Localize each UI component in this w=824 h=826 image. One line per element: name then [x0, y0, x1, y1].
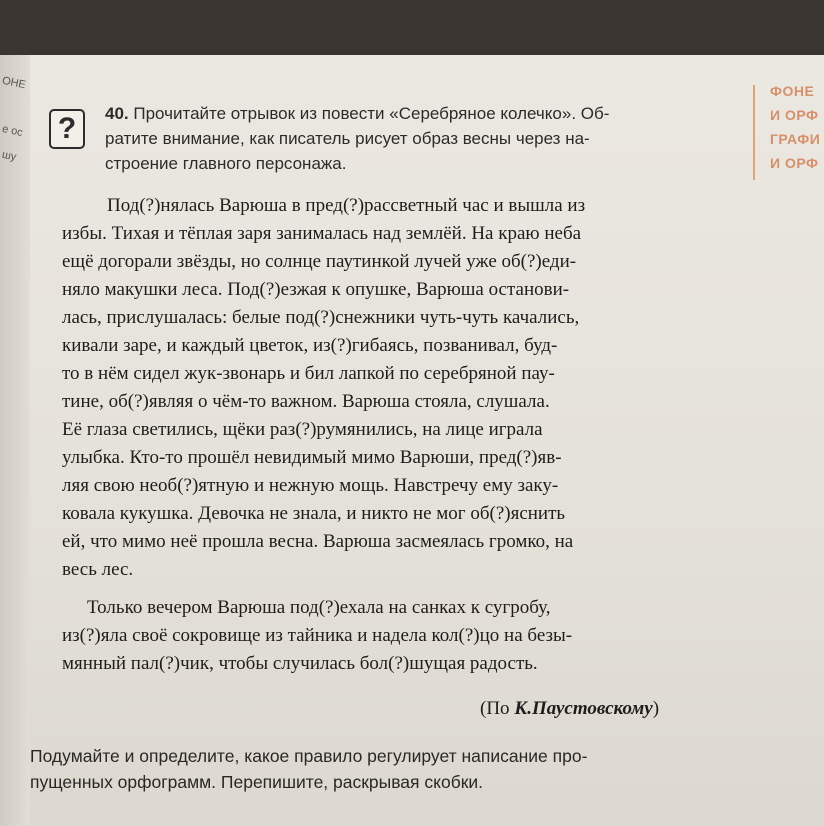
task-line-1: Подумайте и определите, какое правило регулирует написание про- [30, 746, 588, 766]
author-name: К.Паустовскому [514, 698, 653, 719]
textbook-page [0, 55, 824, 826]
text-line: улыбка. Кто-то прошёл невидимый мимо Варюши, пред(?)яв- [62, 447, 562, 468]
exercise-number: 40. [105, 104, 129, 123]
exercise-task [30, 743, 740, 795]
instruction-line-3: строение главного персонажа. [105, 154, 347, 173]
instruction-line-1: 40. Прочитайте отрывок из повести «Серебряное колечко». Об- [105, 104, 610, 123]
exercise-instruction [105, 101, 715, 176]
margin-divider [753, 85, 755, 180]
margin-heading-fragment: И ОРФ [770, 107, 819, 123]
text-line: Только вечером Варюша под(?)ехала на санках к сугробу, [87, 597, 551, 618]
text-line: ковала кукушка. Девочка не знала, и никто не мог об(?)яснить [62, 503, 566, 524]
text-line: мянный пал(?)чик, чтобы случилась бол(?)шущая радость. [62, 653, 538, 674]
text-line: избы. Тихая и тёплая заря занималась над землёй. На краю неба [62, 223, 582, 244]
edge-text-fragment: е ос [0, 122, 24, 140]
text-line: весь лес. [62, 559, 134, 580]
question-mark-icon: ? [49, 109, 85, 149]
edge-text-fragment: ОНЕ [1, 74, 27, 92]
instruction-line-2: ратите внимание, как писатель рисует образ весны через на- [105, 129, 590, 148]
text-line: из(?)яла своё сокровище из тайника и надела кол(?)цо на безы- [62, 625, 573, 646]
story-paragraph-1 [62, 192, 722, 584]
book-spine-edge [0, 55, 30, 826]
task-line-2: пущенных орфограмм. Перепишите, раскрывая скобки. [30, 772, 484, 792]
source-attribution: (По К.Паустовскому) [480, 698, 660, 719]
text-line: то в нём сидел жук-звонарь и бил лапкой по серебряной пау- [62, 363, 555, 384]
text-line: ей, что мимо неё прошла весна. Варюша засмеялась громко, на [62, 531, 574, 552]
edge-text-fragment: шу [0, 148, 18, 164]
text-line: кивали заре, и каждый цветок, из(?)гибаясь, позванивал, буд- [62, 335, 558, 356]
text-line: тине, об(?)являя о чём-то важном. Варюша стояла, слушала. [62, 391, 550, 412]
story-paragraph-2 [62, 594, 722, 678]
text-line: няло макушки леса. Под(?)езжая к опушке, Варюша останови- [62, 279, 570, 300]
margin-heading-fragment: ГРАФИ [770, 131, 821, 147]
margin-heading-fragment: И ОРФ [770, 155, 819, 171]
text-line: ещё догорали звёзды, но солнце паутинкой лучей уже об(?)еди- [62, 251, 577, 272]
margin-heading-fragment: ФОНЕ [770, 83, 815, 99]
text-line: Под(?)нялась Варюша в пред(?)рассветный час и вышла из [107, 195, 586, 216]
text-line: ляя свою необ(?)ятную и нежную мощь. Навстречу ему заку- [62, 475, 559, 496]
text-line: Её глаза светились, щёки раз(?)румянились, на лице играла [62, 419, 543, 440]
text-line: лась, прислушалась: белые под(?)снежники чуть-чуть качались, [62, 307, 580, 328]
